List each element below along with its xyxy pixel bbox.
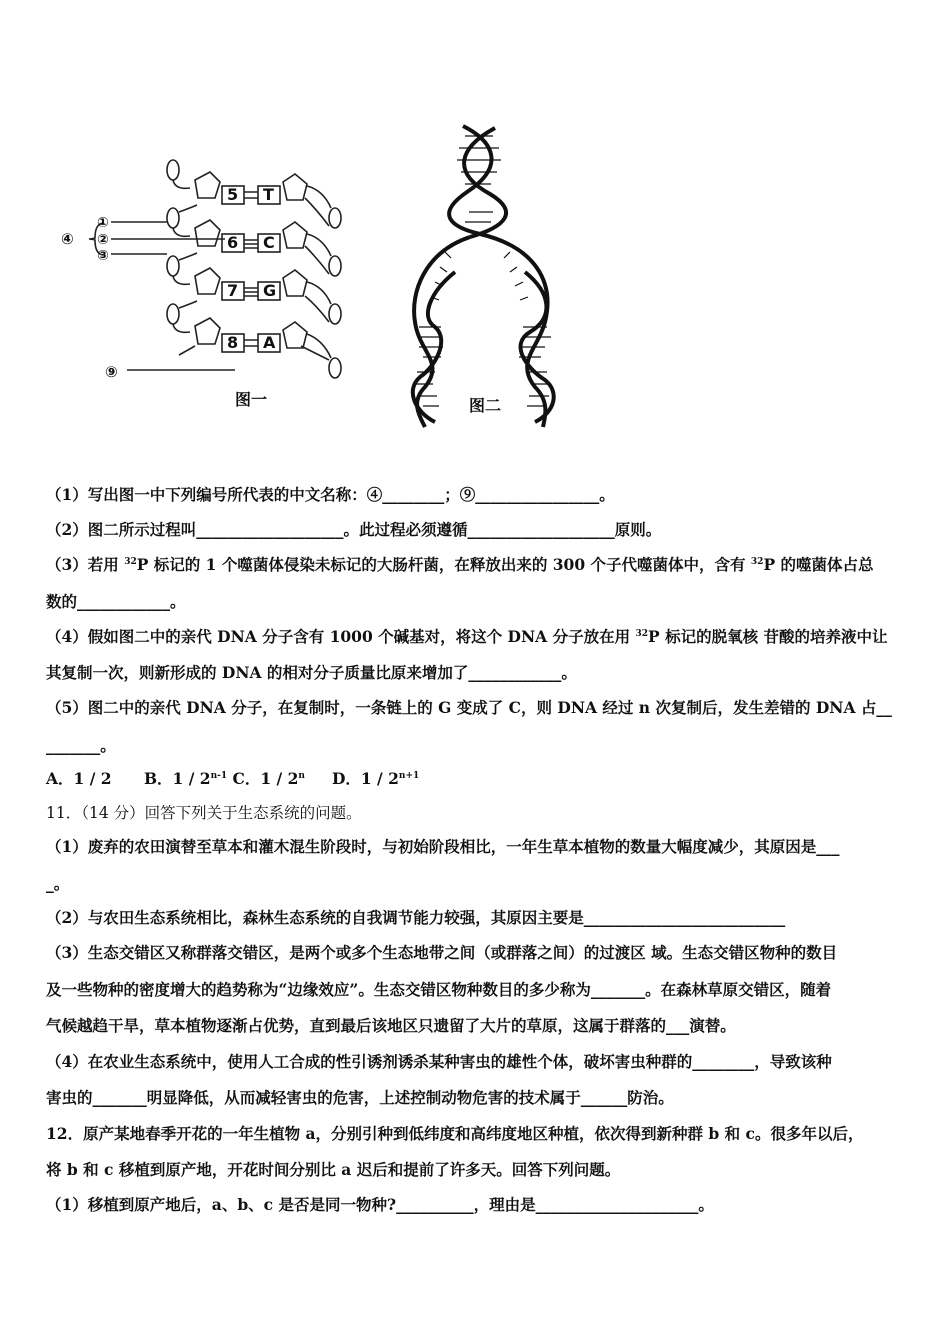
question-11-1-line-2: _。 [46, 874, 70, 893]
sugar-right-2 [283, 222, 307, 248]
option-d [332, 769, 419, 788]
q3-superscript-1: 32 [124, 557, 137, 567]
sugar-right-1 [283, 174, 307, 200]
q3-text-1: （3）若用 [46, 555, 125, 574]
question-10-4-line-2: 其复制一次，则新形成的 DNA 的相对分子质量比原来增加了____________。 [46, 663, 577, 682]
question-10-5-options [46, 769, 419, 789]
option-b [144, 769, 227, 788]
figure-1-caption: 图一 [235, 390, 268, 409]
label-9: ⑨ [105, 363, 118, 381]
option-b-exponent: n-1 [210, 771, 228, 781]
option-a: A．1 / 2 [46, 769, 112, 788]
question-10-4-line-1 [46, 627, 887, 647]
question-11-3-line-3: 气候越趋干旱，草本植物逐渐占优势，直到最后该地区只遗留了大片的草原，这属于群落的___演替。 [46, 1016, 736, 1035]
phosphate-right-4 [329, 358, 341, 378]
question-12-line-2: 将 b 和 c 移植到原产地，开花时间分别比 a 迟后和提前了许多天。回答下列问题。 [46, 1160, 621, 1179]
q4-text-1: （4）假如图二中的亲代 DNA 分子含有 1000 个碱基对，将这个 DNA 分子放在用 [46, 627, 636, 646]
question-12-line-1: 12．原产某地春季开花的一年生植物 a，分别引种到低纬度和高纬度地区种植，依次得到新种群 b 和 c。很多年以后， [46, 1124, 864, 1143]
phosphate-left-1 [167, 160, 179, 180]
question-11-2: （2）与农田生态系统相比，森林生态系统的自我调节能力较强，其原因主要是__________________________ [46, 908, 786, 927]
option-c-exponent: n [298, 771, 305, 781]
question-10-3-line-2: 数的____________。 [46, 592, 186, 611]
option-c-text: C．1 / 2 [232, 769, 299, 788]
question-11-3-line-2: 及一些物种的密度增大的趋势称为“边缘效应”。生态交错区物种数目的多少称为_______。在森林草原交错区，随着 [46, 980, 832, 999]
label-4: ④ [61, 230, 74, 248]
sugar-left-3 [195, 268, 220, 294]
row-1-number: 5 [227, 185, 239, 204]
phosphate-right-2 [329, 256, 341, 276]
question-11-4-line-1: （4）在农业生态系统中，使用人工合成的性引诱剂诱杀某种害虫的雄性个体，破坏害虫种群的________，导致该种 [46, 1052, 832, 1071]
row-2-base: C [263, 233, 275, 252]
option-d-text: D．1 / 2 [331, 769, 399, 788]
question-11-4-line-2: 害虫的_______明显降低，从而减轻害虫的危害，上述控制动物危害的技术属于______防治。 [46, 1088, 674, 1107]
option-c [233, 769, 305, 788]
phosphate-left-3 [167, 256, 179, 276]
question-11-3-line-1: （3）生态交错区又称群落交错区，是两个或多个生态地带之间（或群落之间）的过渡区 域。生态交错区物种的数目 [46, 943, 838, 962]
phosphate-right-3 [329, 304, 341, 324]
q4-text-2: P 标记的脱氧核 苷酸的培养液中让 [648, 627, 888, 646]
row-4-base: A [263, 333, 276, 352]
label-2: ② [97, 232, 109, 248]
question-10-1: （1）写出图一中下列编号所代表的中文名称：④________；⑨________________。 [46, 485, 615, 504]
question-11-1-line-1: （1）废弃的农田演替至草本和灌木混生阶段时，与初始阶段相比，一年生草本植物的数量大幅度减少，其原因是___ [46, 837, 840, 856]
row-3-base: G [263, 281, 277, 300]
label-1: ① [97, 215, 109, 231]
sugar-right-4 [283, 322, 307, 348]
phosphate-left-4 [167, 304, 179, 324]
row-2-number: 6 [227, 233, 239, 252]
sugar-left-1 [195, 172, 220, 198]
label-3: ③ [97, 248, 109, 264]
row-1-base: T [263, 185, 274, 204]
phosphate-right-1 [329, 208, 341, 228]
question-10-5-line-1: （5）图二中的亲代 DNA 分子，在复制时，一条链上的 G 变成了 C，则 DNA 经过 n 次复制后，发生差错的 DNA 占__ [46, 698, 892, 717]
q3-text-2: P 标记的 1 个噬菌体侵染未标记的大肠杆菌，在释放出来的 300 个子代噬菌体中，含有 [136, 555, 751, 574]
figure-1 [55, 150, 365, 415]
question-11-heading: 11．（14 分）回答下列关于生态系统的问题。 [46, 804, 362, 822]
question-10-5-line-2: _______。 [46, 736, 116, 755]
q3-text-3: P 的噬菌体占总 [763, 555, 874, 574]
sugar-left-2 [195, 220, 220, 246]
q3-superscript-2: 32 [750, 557, 764, 567]
question-10-3-line-1 [46, 555, 874, 575]
option-b-text: B．1 / 2 [143, 769, 211, 788]
figure-2 [395, 122, 585, 432]
question-10-2: （2）图二所示过程叫___________________。此过程必须遵循___________________原则。 [46, 520, 662, 539]
row-4-number: 8 [227, 333, 239, 352]
sugar-right-3 [283, 270, 307, 296]
sugar-left-4 [195, 318, 220, 344]
row-3-number: 7 [227, 281, 239, 300]
q4-superscript: 32 [635, 629, 649, 639]
phosphate-left-2 [167, 208, 179, 228]
question-12-1: （1）移植到原产地后，a、b、c 是否是同一物种?__________，理由是_____________________。 [46, 1195, 714, 1214]
figure-2-caption: 图二 [469, 396, 502, 415]
option-d-exponent: n+1 [398, 771, 420, 781]
